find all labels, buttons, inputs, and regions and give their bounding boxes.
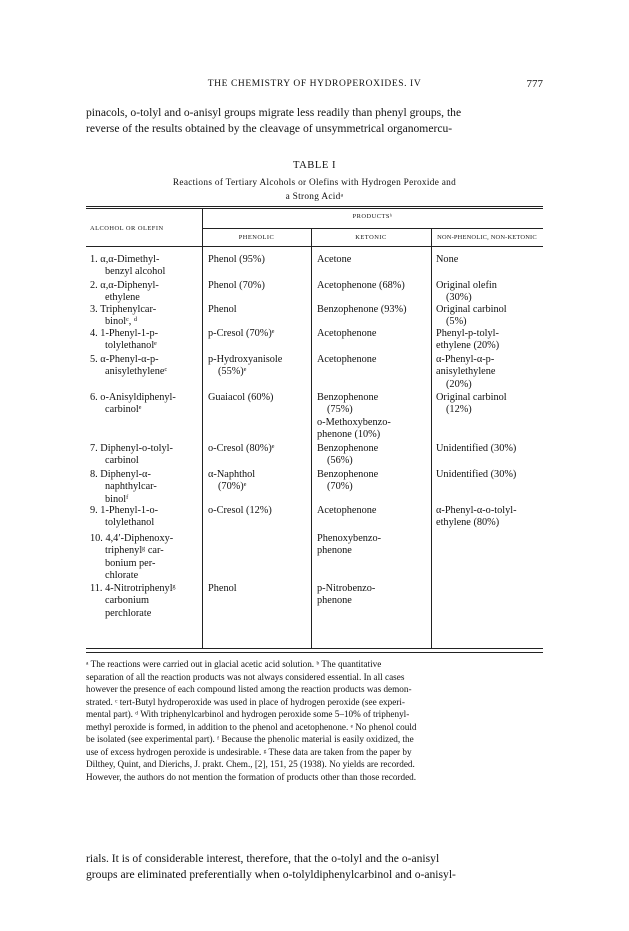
cell-other xyxy=(436,280,497,305)
cell-line: p-Hydroxyanisole xyxy=(208,354,283,365)
cell-ketonic xyxy=(317,505,376,517)
cell-line: binolᶠ xyxy=(105,493,129,505)
cell-phenolic xyxy=(208,505,272,517)
cell-line: 2. α,α-Diphenyl- xyxy=(90,280,159,291)
cell-line: Phenol (70%) xyxy=(208,280,265,291)
table-top-rule xyxy=(86,206,543,209)
cell-line: (30%) xyxy=(446,292,472,304)
col-head-ketonic: KETONIC xyxy=(355,234,387,241)
cell-line: Benzophenone xyxy=(317,443,379,454)
cell-line: phenone xyxy=(317,545,352,557)
cell-line: ethylene (80%) xyxy=(436,517,500,529)
cell-line: perchlorate xyxy=(105,607,152,619)
cell-line: o-Cresol (12%) xyxy=(208,505,272,516)
cell-alcohol xyxy=(90,392,176,417)
cell-line: (5%) xyxy=(446,316,467,328)
footnote-line: use of excess hydrogen peroxide is undesirable. ᵍ These data are taken from the paper by xyxy=(86,746,412,757)
cell-line: 10. 4,4′-Diphenoxy- xyxy=(90,533,174,544)
cell-line: Original carbinol xyxy=(436,392,507,403)
cell-alcohol xyxy=(90,533,173,583)
cell-alcohol xyxy=(90,254,165,279)
cell-line: (75%) xyxy=(327,404,353,416)
cell-line: Acetophenone xyxy=(317,505,377,516)
cell-line: α-Phenyl-α-o-tolyl- xyxy=(436,505,517,516)
cell-line: Benzophenone xyxy=(317,469,379,480)
col-head-products: PRODUCTSᵇ xyxy=(352,213,393,220)
cell-phenolic xyxy=(208,328,274,340)
cell-line: 5. α-Phenyl-α-p- xyxy=(90,354,159,365)
table-title xyxy=(86,176,543,204)
cell-other xyxy=(436,469,516,481)
cell-alcohol xyxy=(90,328,158,353)
header-rule xyxy=(86,246,543,247)
cell-alcohol xyxy=(90,469,157,506)
cell-line: (55%)ᵉ xyxy=(218,366,247,378)
table-title-line: a Strong Acidᵃ xyxy=(285,192,344,202)
cell-ketonic xyxy=(317,469,378,494)
cell-line: Acetophenone xyxy=(317,328,377,339)
cell-line: 1. α,α-Dimethyl- xyxy=(90,254,160,265)
cell-line: p-Nitrobenzo- xyxy=(317,583,376,594)
cell-line: Phenol (95%) xyxy=(208,254,265,265)
cell-line: tolylethanol xyxy=(105,517,155,529)
col-head-phenolic: PHENOLIC xyxy=(238,234,275,241)
cell-line: α-Naphthol xyxy=(208,469,256,480)
cell-line: o-Methoxybenzo- xyxy=(317,416,391,428)
footnote-line: however the presence of each compound listed among the reaction products was demon- xyxy=(86,684,412,694)
cell-line: chlorate xyxy=(105,570,139,582)
reactions-table xyxy=(86,206,543,650)
cell-alcohol xyxy=(90,354,167,379)
cell-line: 7. Diphenyl-o-tolyl- xyxy=(90,443,173,454)
table-title-line: Reactions of Tertiary Alcohols or Olefins with Hydrogen Peroxide and xyxy=(172,178,457,188)
cell-alcohol xyxy=(90,443,173,468)
cell-ketonic xyxy=(317,328,376,340)
cell-line: Unidentified (30%) xyxy=(436,469,517,480)
cell-line: phenone (10%) xyxy=(317,429,381,441)
text-line: reverse of the results obtained by the cleavage of unsymmetrical organomercu- xyxy=(86,121,453,135)
cell-ketonic xyxy=(317,443,378,468)
cell-line: carbinolᵉ xyxy=(105,404,142,416)
cell-ketonic xyxy=(317,583,375,608)
cell-ketonic xyxy=(317,304,407,316)
cell-line: Benzophenone (93%) xyxy=(317,304,407,315)
cell-line: (12%) xyxy=(446,404,472,416)
cell-line: (20%) xyxy=(446,378,472,390)
cell-line: None xyxy=(436,254,459,265)
cell-line: Original carbinol xyxy=(436,304,507,315)
cell-line: anisylethyleneᶜ xyxy=(105,366,168,378)
cell-line: 3. Triphenylcar- xyxy=(90,304,157,315)
cell-line: Unidentified (30%) xyxy=(436,443,517,454)
cell-phenolic xyxy=(208,583,237,595)
cell-other xyxy=(436,328,499,353)
footnote-line: separation of all the reaction products was not always considered essential. In all cases xyxy=(86,671,405,682)
cell-phenolic xyxy=(208,443,274,455)
cell-line: Acetone xyxy=(317,254,352,265)
cell-phenolic xyxy=(208,254,265,266)
cell-phenolic xyxy=(208,280,265,292)
closing-paragraph xyxy=(86,851,543,882)
footnote-line: methyl peroxide is formed, in addition to the phenol and acetophenone. ᵉ No phenol could xyxy=(86,721,417,732)
cell-line: Phenol xyxy=(208,304,237,315)
cell-line: Acetophenone (68%) xyxy=(317,280,405,291)
cell-line: 11. 4-Nitrotriphenylᵍ xyxy=(90,583,176,594)
table-label: TABLE I xyxy=(293,160,336,171)
footnote-line: be isolated (see experimental part). ᶠ Because the phenolic material is easily oxidized, the xyxy=(86,734,414,744)
cell-line: (70%)ᵉ xyxy=(218,481,247,493)
cell-line: Phenoxybenzo- xyxy=(317,533,382,544)
cell-line: ethylene (20%) xyxy=(436,340,500,352)
cell-line: o-Cresol (80%)ᵉ xyxy=(208,443,275,454)
cell-line: 9. 1-Phenyl-1-o- xyxy=(90,505,159,516)
cell-line: binolᶜ, ᵈ xyxy=(105,316,138,328)
cell-ketonic xyxy=(317,354,376,366)
cell-alcohol xyxy=(90,280,159,305)
cell-phenolic xyxy=(208,392,273,404)
cell-alcohol xyxy=(90,304,156,329)
products-rule xyxy=(202,228,543,229)
cell-other xyxy=(436,254,458,266)
cell-phenolic xyxy=(208,354,282,379)
footnote-line: However, the authors do not mention the formation of products other than those recorded. xyxy=(86,771,417,782)
cell-line: 8. Diphenyl-α- xyxy=(90,469,151,480)
cell-line: α-Phenyl-α-p- xyxy=(436,354,495,365)
cell-alcohol xyxy=(90,505,158,530)
cell-phenolic xyxy=(208,304,237,316)
cell-line: benzyl alcohol xyxy=(105,266,166,278)
cell-line: carbonium xyxy=(105,595,150,607)
cell-line: p-Cresol (70%)ᵉ xyxy=(208,328,275,339)
footnote-line: strated. ᶜ tert-Butyl hydroperoxide was used in place of hydrogen peroxide (see experi- xyxy=(86,696,405,707)
cell-line: triphenylᵍ car- xyxy=(105,545,164,557)
running-head xyxy=(86,79,543,93)
cell-line: anisylethylene xyxy=(436,366,496,378)
text-line: rials. It is of considerable interest, therefore, that the o-tolyl and the o-anisyl xyxy=(86,852,440,865)
cell-line: Guaiacol (60%) xyxy=(208,392,274,403)
cell-ketonic xyxy=(317,280,405,292)
running-title: THE CHEMISTRY OF HYDROPEROXIDES. IV xyxy=(207,79,422,89)
cell-line: phenone xyxy=(317,595,352,607)
cell-other xyxy=(436,505,517,530)
cell-line: ethylene xyxy=(105,292,140,304)
column-rule xyxy=(202,209,203,648)
cell-other xyxy=(436,354,495,391)
cell-other xyxy=(436,392,507,417)
cell-alcohol xyxy=(90,583,176,620)
cell-line: (70%) xyxy=(327,481,353,493)
cell-line: (56%) xyxy=(327,455,353,467)
footnote-line: ᵃ The reactions were carried out in glacial acetic acid solution. ᵇ The quantitative xyxy=(86,659,382,669)
cell-line: Phenol xyxy=(208,583,237,594)
cell-line: tolylethanolᵉ xyxy=(105,340,157,352)
cell-phenolic xyxy=(208,469,255,494)
table-bottom-rule xyxy=(86,648,543,649)
page-number: 777 xyxy=(526,78,543,90)
text-line: pinacols, o-tolyl and o-anisyl groups migrate less readily than phenyl groups, the xyxy=(86,106,462,119)
footnote-line: mental part). ᵈ With triphenylcarbinol and hydrogen peroxide some 5–10% of triphenyl- xyxy=(86,709,410,719)
cell-line: naphthylcar- xyxy=(105,481,157,493)
column-rule xyxy=(311,228,312,648)
cell-other xyxy=(436,443,516,455)
cell-ketonic xyxy=(317,254,351,266)
cell-ketonic xyxy=(317,533,381,558)
footnote-line: Dilthey, Quint, and Dierichs, J. prakt. Chem., [2], 151, 25 (1938). No yields are recorded. xyxy=(86,759,415,769)
cell-line: 6. o-Anisyldiphenyl- xyxy=(90,392,176,403)
cell-ketonic xyxy=(317,392,391,442)
cell-line: Original olefin xyxy=(436,280,497,291)
cell-line: 4. 1-Phenyl-1-p- xyxy=(90,328,159,339)
cell-line: carbinol xyxy=(105,455,139,467)
cell-line: Phenyl-p-tolyl- xyxy=(436,328,499,339)
col-head-alcohol: ALCOHOL OR OLEFIN xyxy=(90,225,164,232)
col-head-nonphenolic: NON-PHENOLIC, NON-KETONIC xyxy=(437,234,537,241)
intro-paragraph xyxy=(86,105,543,136)
cell-line: Acetophenone xyxy=(317,354,377,365)
column-rule xyxy=(431,228,432,648)
cell-other xyxy=(436,304,507,329)
table-footnotes xyxy=(86,658,543,783)
cell-line: bonium per- xyxy=(105,557,156,569)
cell-line: Benzophenone xyxy=(317,392,379,403)
text-line: groups are eliminated preferentially when o-tolyldiphenylcarbinol and o-anisyl- xyxy=(86,867,456,881)
footnotes-rule xyxy=(86,652,543,653)
